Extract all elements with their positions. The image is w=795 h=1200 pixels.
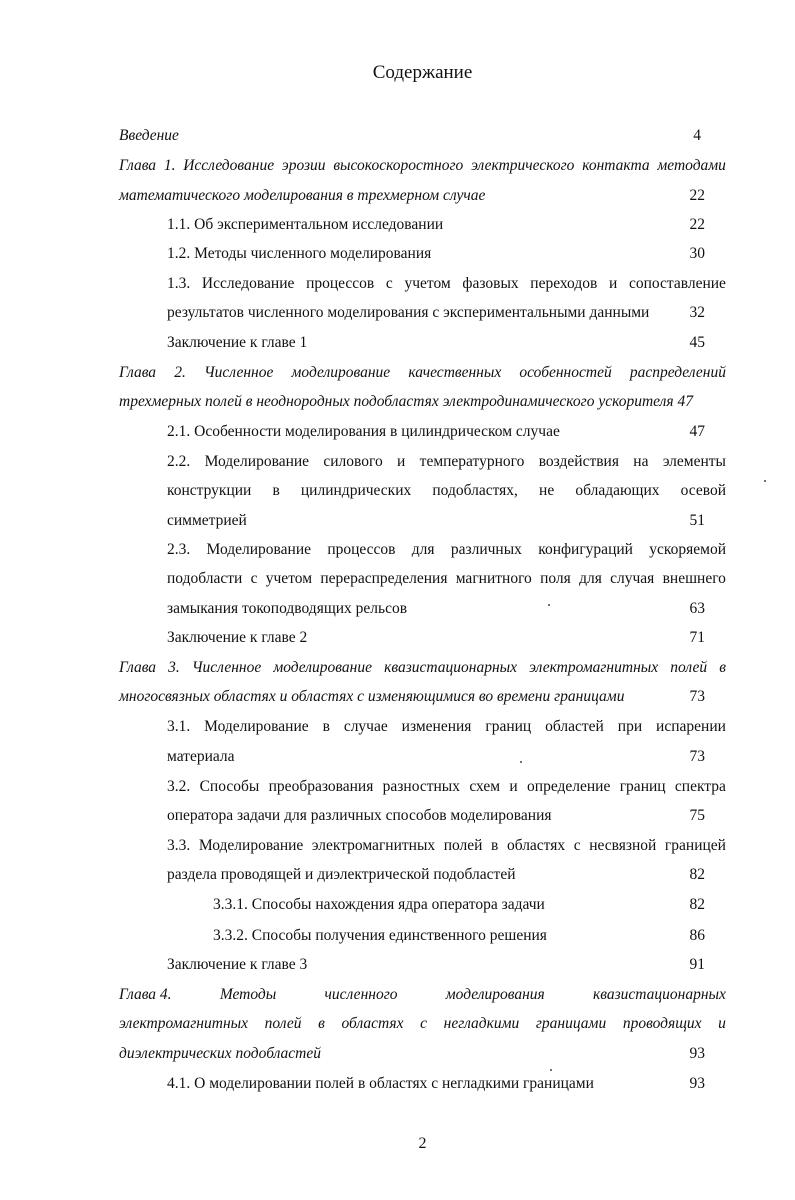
scan-speck (550, 1069, 552, 1071)
toc-word: 3.1. (167, 718, 191, 735)
toc-word: 2. (174, 364, 186, 381)
toc-word: Исследование (201, 275, 295, 292)
toc-word: спектра (674, 778, 726, 795)
toc-word: с (573, 837, 581, 854)
toc-word: конструкции (167, 482, 252, 499)
toc-word: для (579, 570, 602, 587)
toc-word: границ (619, 778, 666, 795)
toc-word: областях (506, 837, 566, 854)
toc-word: сопоставление (628, 275, 726, 292)
toc-3-3-2-page: 86 (689, 927, 705, 944)
toc-3-1-page: 73 (689, 748, 705, 765)
toc-word: областях (341, 1015, 404, 1032)
toc-3-3-1-page: 82 (689, 896, 705, 913)
page-title: Содержание (372, 62, 473, 83)
toc-word: преобразования (268, 778, 374, 795)
toc-word: моделирование (291, 364, 391, 381)
toc-intro-page: 4 (693, 127, 701, 144)
scan-speck (764, 480, 766, 482)
toc-word: Моделирование (198, 837, 304, 854)
toc-word: электромагнитных (119, 1015, 249, 1032)
toc-3-3-page: 82 (689, 866, 705, 883)
toc-word: температурного (419, 453, 525, 470)
toc-1-1[interactable]: 1.1. Об экспериментальном исследовании (167, 216, 444, 233)
toc-4-1-page: 93 (689, 1075, 705, 1092)
toc-word: полей (670, 659, 708, 676)
toc-word: в (272, 482, 280, 499)
toc-3-3-1[interactable]: 3.3.1. Способы нахождения ядра оператора задачи (213, 896, 545, 913)
toc-ch4-page: 93 (689, 1045, 705, 1062)
toc-word: 1. (163, 157, 176, 174)
toc-word: силового (323, 453, 383, 470)
toc-4-1[interactable]: 4.1. О моделировании полей в областях с негладкими границами (167, 1075, 594, 1092)
toc-word: с (250, 570, 258, 587)
toc-word: контакта (582, 157, 650, 174)
toc-word: качественных (408, 364, 502, 381)
toc-word: фазовых (462, 275, 519, 292)
toc-1-3-line1[interactable] (167, 274, 726, 294)
toc-ch3-page: 73 (689, 688, 705, 705)
toc-word: обладающих (575, 482, 660, 499)
toc-2-3-line1[interactable] (167, 540, 726, 560)
toc-word: схем (469, 778, 501, 795)
toc-1-1-page: 22 (689, 216, 705, 233)
toc-word: Глава (119, 659, 157, 676)
toc-2-1[interactable]: 2.1. Особенности моделирования в цилиндрическом случае (167, 423, 560, 440)
toc-3-1-line1[interactable] (167, 717, 726, 737)
toc-word: учетом (265, 570, 313, 587)
toc-1-2[interactable]: 1.2. Методы численного моделирования (167, 245, 432, 262)
toc-word: и (608, 275, 618, 292)
toc-word: 2.2. (167, 453, 191, 470)
toc-2-2-line1[interactable] (167, 452, 726, 472)
toc-word: перераспределения (320, 570, 448, 587)
toc-ch3-title-line2[interactable]: многосвязных областях и областях с изменяющимися во времени границами (119, 688, 625, 705)
toc-word: испарении (656, 718, 726, 735)
toc-word: распределений (629, 364, 726, 381)
toc-word: полей (264, 1015, 302, 1032)
toc-word: негладкими (443, 1015, 520, 1032)
toc-ch2-title-line1[interactable] (119, 363, 726, 383)
scan-speck (520, 761, 522, 763)
toc-ch4-title-line2[interactable] (119, 1014, 726, 1034)
toc-word: при (617, 718, 643, 735)
toc-word: элементы (662, 453, 726, 470)
toc-ch2-title-line2[interactable]: трехмерных полей в неоднородных подобластях электродинамического ускорителя 47 (119, 393, 694, 410)
toc-word: цилиндрических (300, 482, 412, 499)
toc-word: Методы (219, 986, 277, 1003)
toc-ch3-title-line1[interactable] (119, 658, 726, 678)
toc-word: случая (610, 570, 655, 587)
toc-ch1-title-line2[interactable]: математического моделирования в трехмерном случае (119, 187, 486, 204)
toc-word: 3. (168, 659, 180, 676)
toc-word: электрического (471, 157, 575, 174)
toc-word: 1.3. (167, 275, 191, 292)
toc-word: процессов (306, 275, 375, 292)
toc-word: электромагнитных (311, 837, 436, 854)
toc-word: 3.2. (167, 778, 191, 795)
toc-word: проводящих (622, 1015, 702, 1032)
toc-word: конфигураций (538, 541, 633, 558)
toc-intro-label[interactable]: Введение (119, 127, 179, 144)
toc-word: ускоряемой (649, 541, 726, 558)
toc-word: электромагнитных (529, 659, 659, 676)
toc-word: воздействия (538, 453, 619, 470)
toc-word: магнитного (455, 570, 532, 587)
toc-2-2-page: 51 (689, 512, 705, 529)
toc-ch2-conclusion-page: 71 (689, 629, 705, 646)
toc-word: с (385, 275, 393, 292)
toc-3-2-page: 75 (689, 807, 705, 824)
toc-word: случае (343, 718, 388, 735)
toc-word: Способы (199, 778, 260, 795)
toc-word: границей (664, 837, 726, 854)
toc-word: Глава 4. (119, 986, 172, 1003)
toc-3-2-line1[interactable] (167, 777, 726, 797)
toc-word: высокоскоростного (333, 157, 464, 174)
toc-word: Моделирование (204, 453, 310, 470)
toc-word: областей (545, 718, 604, 735)
toc-1-3-page: 32 (689, 304, 705, 321)
toc-word: переходов (530, 275, 598, 292)
toc-word: процессов (327, 541, 396, 558)
toc-word: границами (535, 1015, 607, 1032)
toc-word: в (719, 659, 726, 676)
toc-word: подобласти (167, 570, 243, 587)
toc-word: подобластях, (432, 482, 518, 499)
toc-word: в (322, 718, 330, 735)
toc-ch1-conclusion[interactable]: Заключение к главе 1 (167, 334, 308, 351)
toc-word: Моделирование (206, 541, 312, 558)
toc-word: осевой (680, 482, 726, 499)
toc-word: внешнего (662, 570, 726, 587)
toc-word: в (318, 1015, 325, 1032)
toc-2-3-line3[interactable]: замыкания токоподводящих рельсов (167, 600, 408, 617)
toc-word: квазистационарных (384, 659, 518, 676)
toc-word: эрозии (281, 157, 326, 174)
toc-word: квазистационарных (593, 986, 726, 1003)
toc-ch1-page: 22 (689, 187, 705, 204)
toc-3-3-line1[interactable] (167, 836, 726, 856)
toc-word: изменения (401, 718, 472, 735)
toc-word: Глава (119, 157, 157, 174)
toc-1-3-line2[interactable]: результатов численного моделирования с экспериментальными данными (167, 304, 650, 321)
toc-word: особенностей (519, 364, 612, 381)
toc-3-3-line2[interactable]: раздела проводящей и диэлектрической подобластей (167, 866, 516, 883)
toc-word: для (411, 541, 435, 558)
toc-word: моделирование (273, 659, 372, 676)
toc-ch4-title-line3[interactable]: диэлектрических подобластей (119, 1045, 321, 1062)
scan-speck (548, 604, 550, 606)
toc-word: методами (657, 157, 726, 174)
toc-word: Численное (204, 364, 274, 381)
toc-3-3-2[interactable]: 3.3.2. Способы получения единственного решения (213, 927, 547, 944)
toc-word: 3.3. (167, 837, 191, 854)
toc-word: не (539, 482, 555, 499)
toc-ch2-conclusion[interactable]: Заключение к главе 2 (167, 629, 308, 646)
toc-word: Численное (191, 659, 262, 676)
toc-word: и (718, 1015, 726, 1032)
toc-ch1-conclusion-page: 45 (689, 334, 705, 351)
toc-word: несвязной (589, 837, 657, 854)
toc-2-3-page: 63 (689, 600, 705, 617)
toc-word: разностных (382, 778, 460, 795)
toc-word: поля (540, 570, 571, 587)
toc-word: Глава (119, 364, 157, 381)
toc-2-2-line3[interactable]: симметрией (167, 512, 247, 529)
toc-word: определение (527, 778, 611, 795)
toc-word: Моделирование (204, 718, 309, 735)
toc-word: и (397, 453, 406, 470)
toc-1-2-page: 30 (689, 245, 705, 262)
toc-word: с (420, 1015, 428, 1032)
toc-word: в (491, 837, 499, 854)
toc-word: и (509, 778, 518, 795)
toc-ch4-title-line1[interactable] (119, 985, 726, 1005)
toc-3-1-line2[interactable]: материала (167, 748, 235, 765)
toc-ch1-title-line1[interactable] (119, 156, 726, 176)
toc-2-3-line2[interactable] (167, 569, 726, 589)
toc-ch3-conclusion-page: 91 (689, 956, 705, 973)
toc-word: моделирования (445, 986, 545, 1003)
toc-word: различных (450, 541, 522, 558)
toc-word: 2.3. (167, 541, 191, 558)
toc-word: полей (443, 837, 483, 854)
toc-2-2-line2[interactable] (167, 481, 726, 501)
toc-3-2-line2[interactable]: оператора задачи для различных способов моделирования (167, 807, 552, 824)
toc-ch3-conclusion[interactable]: Заключение к главе 3 (167, 956, 308, 973)
toc-2-1-page: 47 (689, 423, 705, 440)
toc-word: на (633, 453, 649, 470)
toc-word: границ (485, 718, 532, 735)
toc-word: учетом (404, 275, 451, 292)
toc-word: численного (324, 986, 398, 1003)
page-number: 2 (418, 1135, 427, 1152)
toc-word: Исследование (183, 157, 275, 174)
